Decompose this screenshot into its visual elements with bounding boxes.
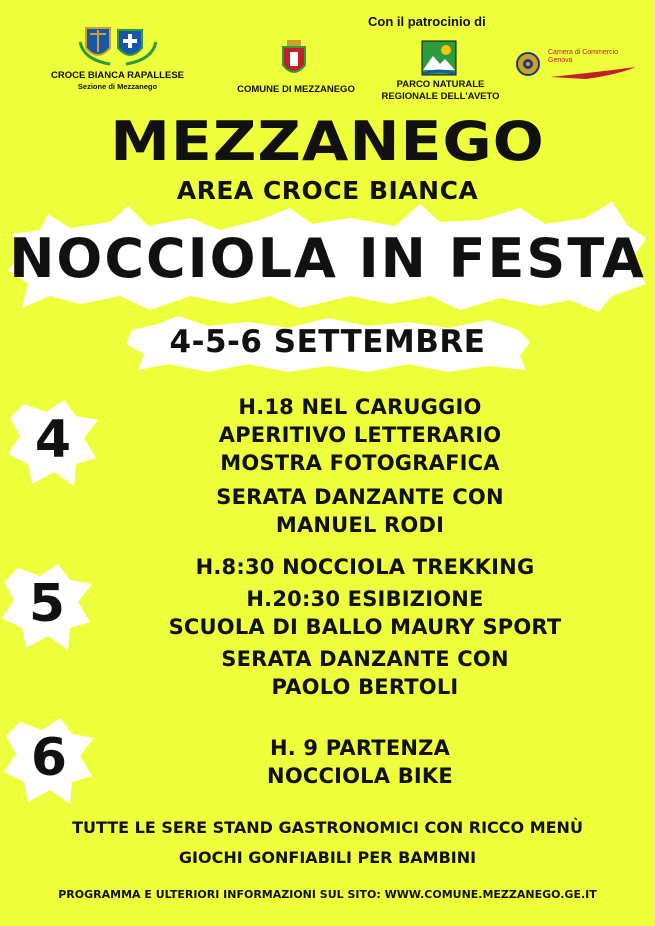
comune-logo — [281, 40, 307, 78]
event-line: SCUOLA DI BALLO MAURY SPORT — [168, 615, 562, 639]
event-line: H.8:30 NOCCIOLA TREKKING — [195, 555, 535, 579]
event-line: SERATA DANZANTE CON — [216, 485, 504, 509]
croce-bianca-name: CROCE BIANCA RAPALLESE — [50, 70, 184, 81]
day-number: 5 — [28, 574, 66, 634]
mountain-icon — [421, 40, 457, 76]
rotary-logo — [516, 52, 540, 76]
event-line: SERATA DANZANTE CON — [221, 647, 509, 671]
day-number: 6 — [30, 728, 68, 788]
footer-food-stand: TUTTE LE SERE STAND GASTRONOMICI CON RICCO MENÙ — [72, 818, 583, 837]
event-name: NOCCIOLA IN FESTA — [9, 227, 646, 290]
venue-subtitle: AREA CROCE BIANCA — [176, 176, 479, 205]
event-line: PAOLO BERTOLI — [271, 675, 459, 699]
day-number: 4 — [34, 410, 72, 470]
footer-kids-games: GIOCHI GONFIABILI PER BAMBINI — [178, 848, 477, 867]
footer-info-link: PROGRAMMA E ULTERIORI INFORMAZIONI SUL SITO: WWW.COMUNE.MEZZANEGO.GE.IT — [58, 888, 597, 901]
camera-line1: Camera di Commercio — [548, 49, 619, 56]
event-line: MANUEL RODI — [275, 513, 445, 537]
page-title: MEZZANEGO — [110, 110, 545, 174]
comune-name: COMUNE DI MEZZANEGO — [237, 84, 355, 95]
parco-logo — [421, 40, 457, 76]
event-line: H. 9 PARTENZA — [269, 736, 451, 760]
coat-of-arms-icon — [78, 22, 158, 68]
event-line: APERITIVO LETTERARIO — [218, 423, 502, 447]
event-dates: 4-5-6 SETTEMBRE — [169, 324, 486, 360]
croce-bianca-logo — [78, 22, 158, 68]
event-line: MOSTRA FOTOGRAFICA — [220, 451, 500, 475]
event-line: NOCCIOLA BIKE — [267, 764, 453, 788]
gear-wheel-icon — [516, 52, 540, 76]
swoosh-icon — [548, 65, 640, 79]
parco-line1: PARCO NATURALE — [396, 79, 485, 90]
event-line: H.20:30 ESIBIZIONE — [246, 587, 484, 611]
parco-line2: REGIONALE DELL'AVETO — [381, 91, 500, 102]
camera-commercio-logo — [548, 49, 640, 81]
event-line: H.18 NEL CARUGGIO — [238, 395, 482, 419]
croce-bianca-section: Sezione di Mezzanego — [77, 82, 158, 91]
patronage-label: Con il patrocinio di — [368, 14, 486, 29]
camera-line2: Genova — [548, 57, 573, 64]
comune-crest-icon — [281, 40, 307, 78]
